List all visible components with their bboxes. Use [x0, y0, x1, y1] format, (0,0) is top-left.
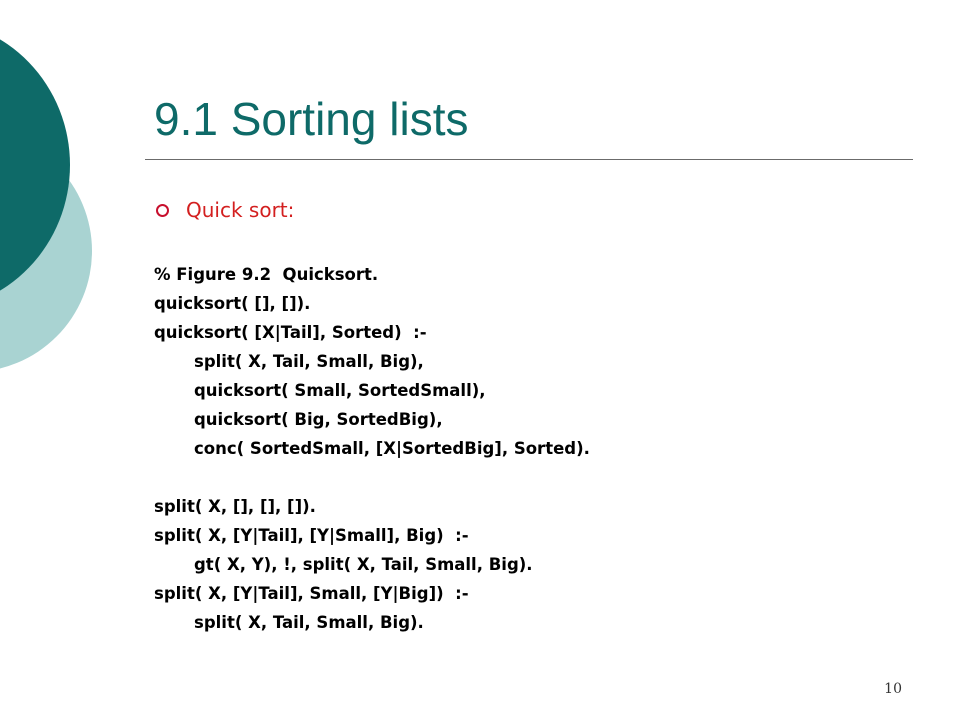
code-line: quicksort( [], []). — [154, 294, 311, 313]
title-divider — [145, 159, 913, 160]
bullet-item — [156, 198, 294, 222]
code-block — [154, 260, 590, 637]
code-line: split( X, Tail, Small, Big). — [194, 613, 424, 632]
code-line: quicksort( [X|Tail], Sorted) :- — [154, 323, 427, 342]
code-line: quicksort( Small, SortedSmall), — [194, 381, 486, 400]
circle-bullet-icon — [156, 204, 169, 217]
code-line: quicksort( Big, SortedBig), — [194, 410, 443, 429]
page-number: 10 — [884, 681, 902, 697]
code-line: % Figure 9.2 Quicksort. — [154, 265, 379, 284]
code-line-blank — [154, 463, 590, 492]
code-line: split( X, [], [], []). — [154, 497, 316, 516]
code-line: split( X, [Y|Tail], Small, [Y|Big]) :- — [154, 584, 469, 603]
code-line: split( X, Tail, Small, Big), — [194, 352, 424, 371]
bullet-text: Quick sort: — [186, 198, 295, 222]
code-line: split( X, [Y|Tail], [Y|Small], Big) :- — [154, 526, 469, 545]
code-line: conc( SortedSmall, [X|SortedBig], Sorted). — [194, 439, 590, 458]
slide-title: 9.1 Sorting lists — [154, 93, 469, 145]
code-line: gt( X, Y), !, split( X, Tail, Small, Big). — [194, 555, 533, 574]
